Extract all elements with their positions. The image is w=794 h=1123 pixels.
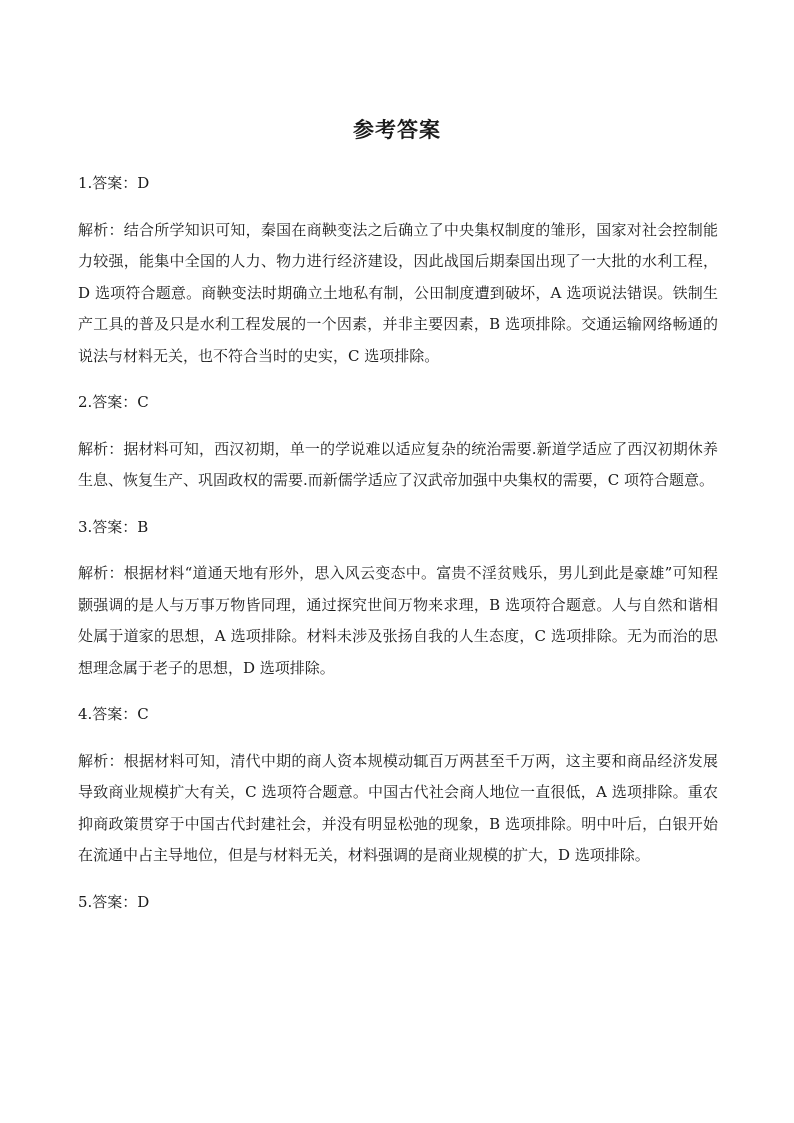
answer-label: 4.答案：C <box>78 705 149 723</box>
analysis-text: 解析：根据材料“道通天地有形外，思入风云变态中。富贵不淫贫贱乐，男儿到此是豪雄”可知程颢强调的是人与万事万物皆同理，通过探究世间万物来求理，B 选项符合题意。人与自然和谐相处属于道家的思想，A 选项排除。材料未涉及张扬自我的人生态度，C 选项排除。无为而治的思想理念属于老子的思想，D 选项排除。 <box>78 564 718 677</box>
analysis-text: 解析：根据材料可知，清代中期的商人资本规模动辄百万两甚至千万两，这主要和商品经济发展导致商业规模扩大有关，C 选项符合题意。中国古代社会商人地位一直很低，A 选项排除。重农抑商政策贯穿于中国古代封建社会，并没有明显松弛的现象，B 选项排除。明中叶后，白银开始在流通中占主导地位，但是与材料无关，材料强调的是商业规模的扩大，D 选项排除。 <box>78 751 718 864</box>
answer-item-4 <box>78 699 718 872</box>
answer-label: 5.答案：D <box>78 892 150 911</box>
answer-item-1 <box>78 168 718 372</box>
page-title: 参考答案 <box>353 118 441 142</box>
analysis-text: 解析：结合所学知识可知，秦国在商鞅变法之后确立了中央集权制度的雏形，国家对社会控制能力较强，能集中全国的人力、物力进行经济建设，因此战国后期秦国出现了一大批的水利工程，D 选项符合题意。商鞅变法时期确立土地私有制，公田制度遭到破坏，A 选项说法错误。铁制生产工具的普及只是水利工程发展的一个因素，并非主要因素，B 选项排除。交通运输网络畅通的说法与材料无关，也不符合当时的史实，C 选项排除。 <box>78 220 718 365</box>
answer-item-2 <box>78 387 718 497</box>
answer-label: 3.答案：B <box>78 517 149 536</box>
analysis-text: 解析：据材料可知，西汉初期，单一的学说难以适应复杂的统治需要.新道学适应了西汉初期休养生息、恢复生产、巩固政权的需要.而新儒学适应了汉武帝加强中央集权的需要，C 项符合题意。 <box>78 439 718 489</box>
answer-label: 2.答案：C <box>78 393 149 411</box>
answer-list <box>78 168 718 933</box>
answer-label: 1.答案：D <box>78 174 150 192</box>
answer-item-5 <box>78 887 718 919</box>
answer-item-3 <box>78 512 718 685</box>
